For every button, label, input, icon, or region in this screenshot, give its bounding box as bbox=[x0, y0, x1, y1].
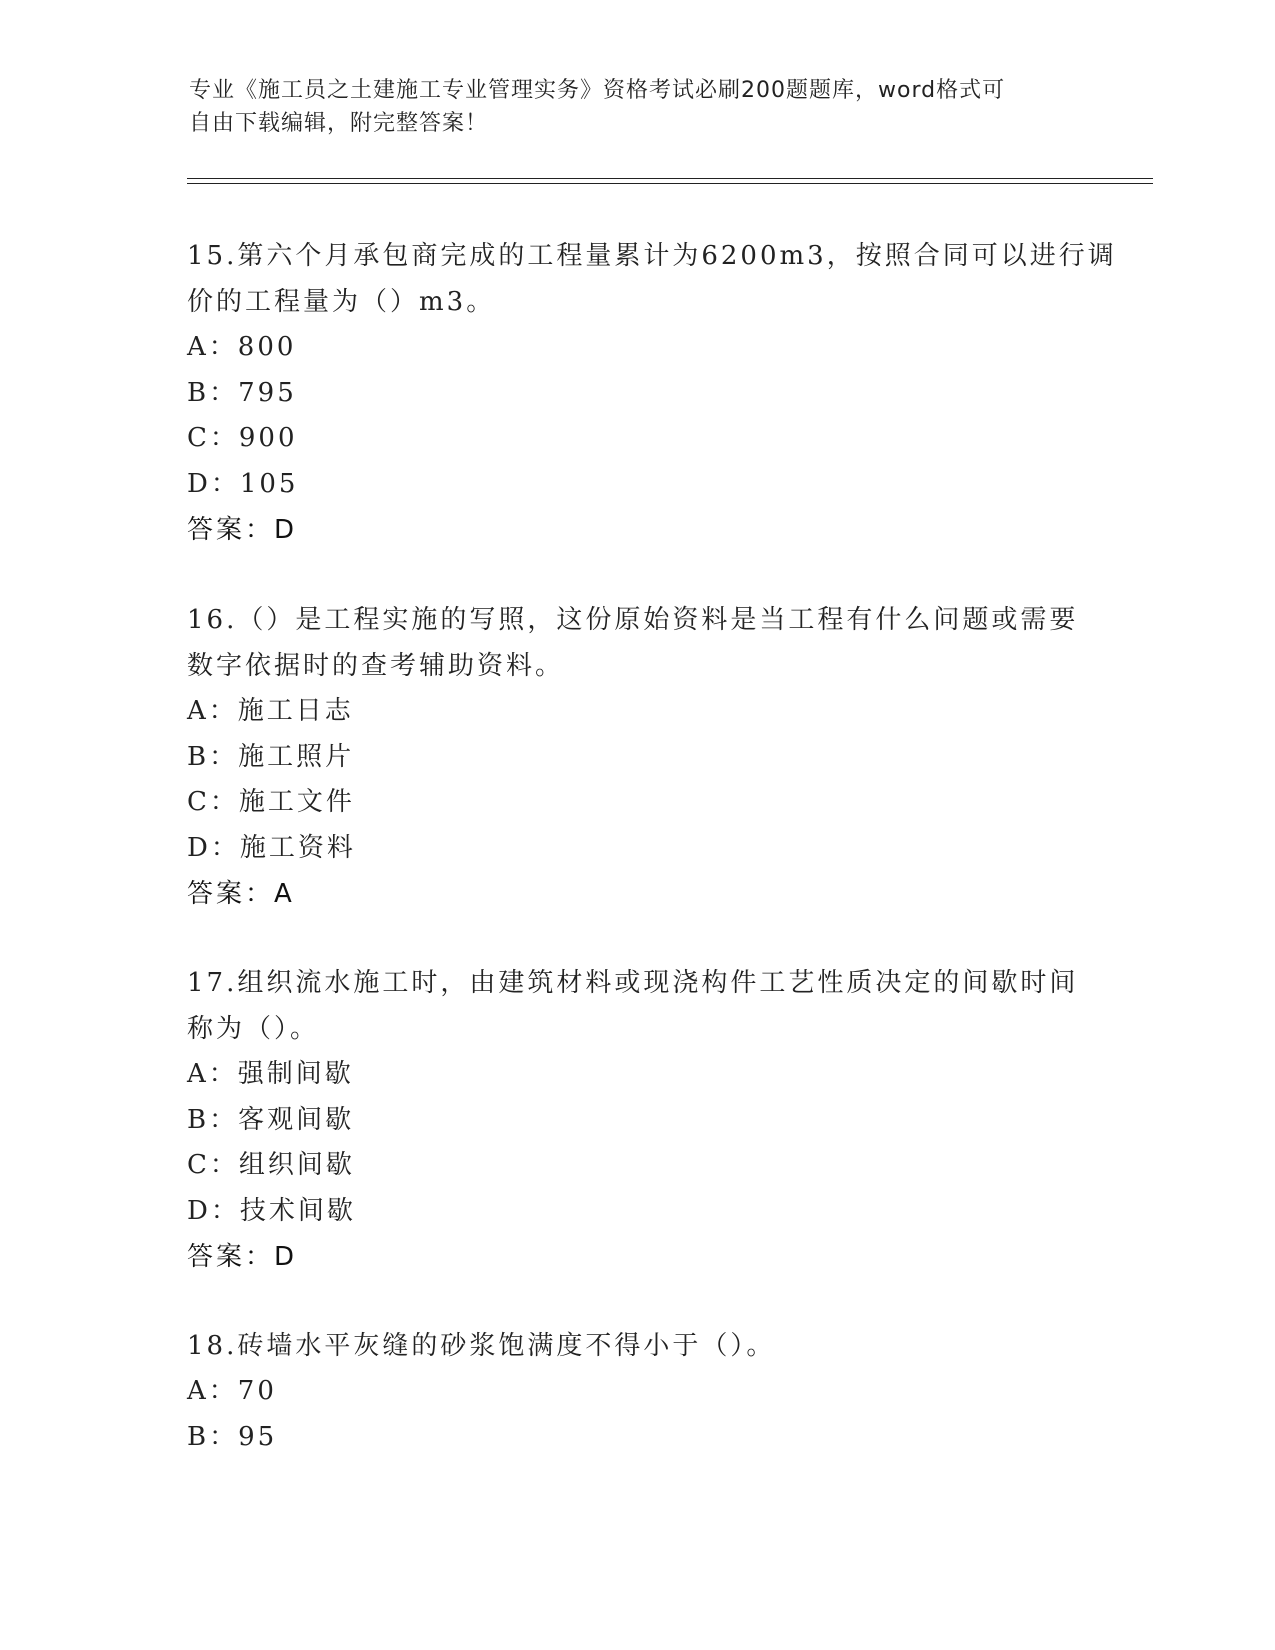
option-b: B：95 bbox=[187, 1421, 278, 1452]
question-18 bbox=[187, 1323, 1087, 1460]
question-15 bbox=[187, 233, 1117, 553]
answer: 答案：D bbox=[187, 1242, 298, 1272]
option-d: D：技术间歇 bbox=[187, 1195, 356, 1226]
header-divider-bottom bbox=[187, 183, 1153, 184]
answer: 答案：A bbox=[187, 879, 295, 909]
option-b: B：施工照片 bbox=[187, 741, 355, 772]
option-a: A：施工日志 bbox=[187, 696, 354, 726]
option-c: C：组织间歇 bbox=[187, 1150, 355, 1180]
question-stem-line: 价的工程量为（）m3。 bbox=[187, 287, 496, 317]
header-line-2: 自由下载编辑，附完整答案！ bbox=[189, 111, 489, 136]
question-17 bbox=[187, 960, 1087, 1280]
option-a: A：强制间歇 bbox=[187, 1059, 354, 1089]
document-header bbox=[189, 74, 1089, 140]
question-stem-line: 17.组织流水施工时，由建筑材料或现浇构件工艺性质决定的间歇时间 bbox=[187, 968, 1079, 998]
option-b: B：795 bbox=[187, 377, 297, 408]
answer: 答案：D bbox=[187, 515, 298, 545]
option-a: A：800 bbox=[187, 332, 297, 362]
question-stem-line: 数字依据时的查考辅助资料。 bbox=[187, 651, 565, 681]
question-stem-line: 称为（）。 bbox=[187, 1014, 320, 1044]
header-divider-top bbox=[187, 178, 1153, 179]
question-stem-line: 15.第六个月承包商完成的工程量累计为6200m3，按照合同可以进行调 bbox=[187, 241, 1117, 271]
header-line-1: 专业《施工员之土建施工专业管理实务》资格考试必刷200题题库，word格式可 bbox=[189, 78, 1006, 103]
question-16 bbox=[187, 597, 1087, 917]
option-c: C：施工文件 bbox=[187, 787, 355, 817]
question-stem-line: 16.（）是工程实施的写照，这份原始资料是当工程有什么问题或需要 bbox=[187, 605, 1079, 635]
option-d: D：施工资料 bbox=[187, 832, 356, 863]
option-d: D：105 bbox=[187, 468, 299, 499]
question-stem-line: 18.砖墙水平灰缝的砂浆饱满度不得小于（）。 bbox=[187, 1331, 776, 1361]
option-c: C：900 bbox=[187, 423, 298, 453]
option-a: A：70 bbox=[187, 1376, 277, 1406]
option-b: B：客观间歇 bbox=[187, 1104, 355, 1135]
